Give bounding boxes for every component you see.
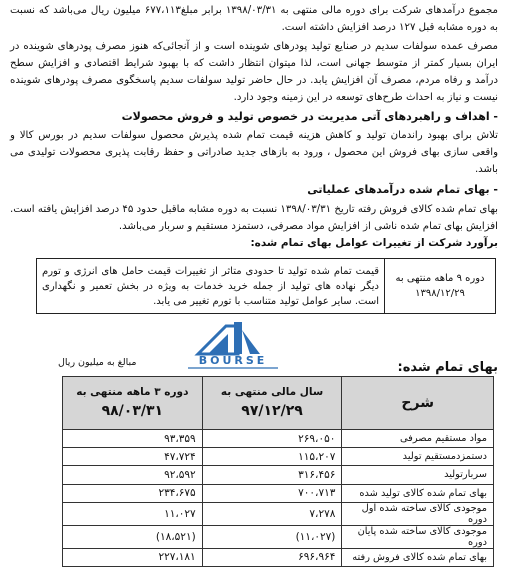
bourse-logo <box>178 320 288 372</box>
table-row <box>63 430 494 448</box>
cost-table-title: بهای تمام شده: <box>397 360 498 375</box>
row-label: سربارتولید <box>342 466 494 484</box>
row-value-three-month: ۲۳۴،۶۷۵ <box>63 484 203 502</box>
table-row <box>63 548 494 566</box>
table-row <box>63 448 494 466</box>
goals-paragraph: تلاش برای بهبود راندمان تولید و کاهش هزینه قیمت تمام شده پذیرش محصول سولفات سدیم در بورس کالا و واقعی سازی بهای فروش این محصول ، ورود به بازهای جدید صادراتی و حفظ رقابت پذیری محصولات تولیدی می باشد. <box>10 130 498 175</box>
table-row <box>63 525 494 548</box>
row-label: موجودی کالای ساخته شده پایان دوره <box>342 525 494 548</box>
row-value-three-month: (۱۸،۵۲۱) <box>63 525 203 548</box>
row-value-three-month: ۲۲۷،۱۸۱ <box>63 548 203 566</box>
row-label: بهای تمام شده کالای فروش رفته <box>342 548 494 566</box>
cost-paragraph: بهای تمام شده کالای فروش رفته تاریخ ۱۳۹۸/۰۳/۳۱ نسبت به دوره مشابه ماقبل حدود ۴۵ درصد افزایش یافته است. افزایش بهای تمام شده ناشی از افزایش مواد مصرفی، دستمزد مستقیم و سربار می‌باشد. <box>10 204 498 232</box>
intro-paragraph: مجموع درآمدهای شرکت برای دوره مالی منتهی به ۱۳۹۸/۰۳/۳۱ برابر مبلغ۶۷۷،۱۱۳ میلیون ریال می‌باشد که نسبت به دوره مشابه قبل ۱۲۷ درصد افزایش داشته است. <box>10 5 498 33</box>
row-value-three-month: ۹۳،۳۵۹ <box>63 430 203 448</box>
estimate-period: دوره ۹ ماهه منتهی به ۱۳۹۸/۱۲/۲۹ <box>385 259 496 314</box>
table-row <box>63 466 494 484</box>
row-value-fiscal-year: ۶۹۶،۹۶۴ <box>202 548 342 566</box>
row-label: مواد مستقیم مصرفی <box>342 430 494 448</box>
row-label: بهای تمام شده کالای تولید شده <box>342 484 494 502</box>
estimate-heading: برآورد شرکت از تغییرات عوامل بهای تمام شده: <box>250 237 498 249</box>
row-value-fiscal-year: (۱۱،۰۲۷) <box>202 525 342 548</box>
unit-label: مبالغ به میلیون ریال <box>58 357 137 368</box>
row-value-fiscal-year: ۷،۲۷۸ <box>202 502 342 525</box>
table-row <box>63 502 494 525</box>
header-three-month <box>63 377 203 430</box>
header-description: شرح <box>342 377 494 430</box>
market-paragraph: مصرف عمده سولفات سدیم در صنایع تولید پودرهای شوینده است و از آنجائی‌که هنوز مصرف پودرهای شوینده در ایران بسیار کمتر از متوسط جهانی است، لذا میتوان انتظار داشت که با بهبود شرایط اقتصادی و افزایش سطح درآمد و رفاه مردم، مصرف آن افزایش یابد. در حال حاضر تولید سولفات سدیم پاسخگوی مصرف پودرهای شوینده نیست و نیاز به احداث طرح‌های توسعه در این زمینه وجود دارد. <box>10 41 498 103</box>
row-value-fiscal-year: ۷۰۰،۷۱۳ <box>202 484 342 502</box>
row-value-three-month: ۱۱،۰۲۷ <box>63 502 203 525</box>
goals-heading: - اهداف و راهبردهای آتی مدیریت در خصوص تولید و فروش محصولات <box>121 110 498 123</box>
cost-table <box>62 376 494 567</box>
logo-word: BOURSE <box>198 354 268 367</box>
row-value-three-month: ۹۲،۵۹۲ <box>63 466 203 484</box>
header-three-month-line2: ۹۸/۰۳/۳۱ <box>101 402 164 419</box>
header-fiscal-year-line2: ۹۷/۱۲/۲۹ <box>241 402 303 419</box>
cost-heading: - بهای تمام شده درآمدهای عملیاتی <box>307 183 498 196</box>
estimate-box <box>36 258 496 314</box>
header-three-month-line1: دوره ۳ ماهه منتهی به <box>76 385 189 398</box>
row-value-fiscal-year: ۳۱۶،۴۵۶ <box>202 466 342 484</box>
header-fiscal-year-line1: سال مالی منتهی به <box>220 385 324 398</box>
row-label: موجودی کالای ساخته شده اول دوره <box>342 502 494 525</box>
row-value-fiscal-year: ۱۱۵،۲۰۷ <box>202 448 342 466</box>
row-value-three-month: ۴۷،۷۲۴ <box>63 448 203 466</box>
table-row <box>63 484 494 502</box>
estimate-description: قیمت تمام شده تولید تا حدودی متاثر از تغییرات قیمت حامل های انرژی و تورم دیگر نهاده های تولید از جمله خرید خدمات به ویژه در بخش تعمیر و نگهداری است. سایر عوامل تولید متناسب با تورم تغییر می یابد. <box>37 259 385 314</box>
header-fiscal-year <box>202 377 342 430</box>
row-value-fiscal-year: ۲۶۹،۰۵۰ <box>202 430 342 448</box>
row-label: دستمزدمستقیم تولید <box>342 448 494 466</box>
